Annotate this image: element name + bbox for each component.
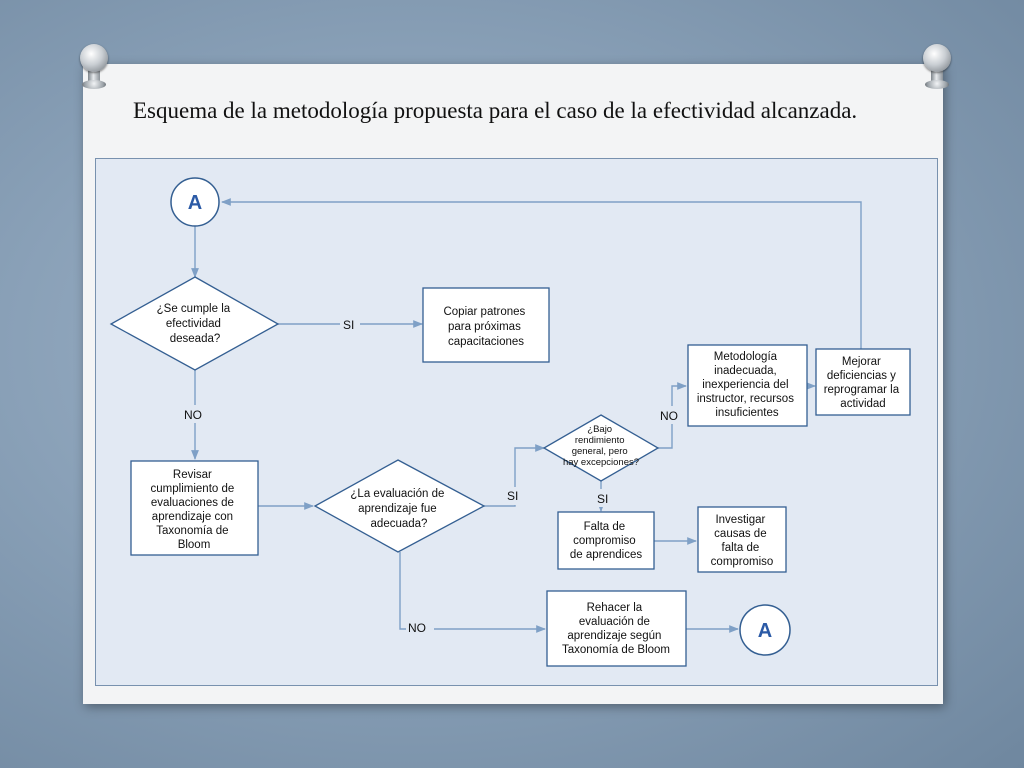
svg-text:Falta de compromiso: Falta de compromiso de aprendices [569, 521, 643, 561]
connector-a-top [171, 178, 219, 226]
label-si-evaluacion: SI [507, 489, 519, 503]
label-si-efectividad: SI [343, 318, 355, 332]
box-copiar-patrones [423, 288, 549, 362]
svg-text:A: A [757, 620, 773, 642]
svg-text:Metodología inadecuada,: Metodología inadecuada, inexperiencia del instructor, recursos insuficientes [696, 351, 794, 419]
decision-efectividad-text: ¿Se cumple la efectividad deseada? [156, 303, 231, 345]
svg-text:Investigar causas de: Investigar causas de falta de compromiso [710, 514, 774, 568]
svg-text:Revisar cumplimiento de: Revisar cumplimiento de evaluaciones de aprendizaje con Taxonomía de Bloom [150, 469, 235, 551]
decision-efectividad [111, 277, 278, 370]
label-si-rendimiento: SI [597, 492, 609, 506]
svg-text:Copiar patrones para pró: Copiar patrones para próximas capacitaciones [443, 306, 526, 348]
connector-a-bottom [740, 605, 790, 655]
svg-text:A: A [187, 192, 203, 214]
box-falta-compromiso [558, 512, 654, 569]
label-no-rendimiento: NO [660, 409, 678, 423]
label-no-efectividad: NO [184, 408, 202, 422]
label-no-evaluacion: NO [408, 621, 426, 635]
box-rehacer-evaluacion [547, 591, 686, 666]
box-investigar-causas [698, 507, 786, 572]
decision-evaluacion-text: ¿La evaluación de aprendizaje fue adecuada? [350, 488, 445, 530]
decision-evaluacion [315, 460, 484, 552]
box-revisar-cumplimiento [131, 461, 258, 555]
box-mejorar-deficiencias [816, 349, 910, 415]
svg-text:Mejorar deficiencias y: Mejorar deficiencias y reprogramar la actividad [823, 356, 900, 410]
edge-evaluacion-no [400, 552, 545, 629]
slide-title: Esquema de la metodología propuesta para el caso de la efectividad alcanzada. [133, 98, 858, 123]
box-metodologia-inadecuada [688, 345, 807, 426]
decision-rendimiento [544, 415, 658, 481]
svg-text:Rehacer la evaluación de: Rehacer la evaluación de aprendizaje según Taxonomía de Bloom [561, 602, 671, 656]
decision-rendimiento-text: ¿Bajo rendimiento general, pero hay excepciones? [562, 424, 640, 468]
